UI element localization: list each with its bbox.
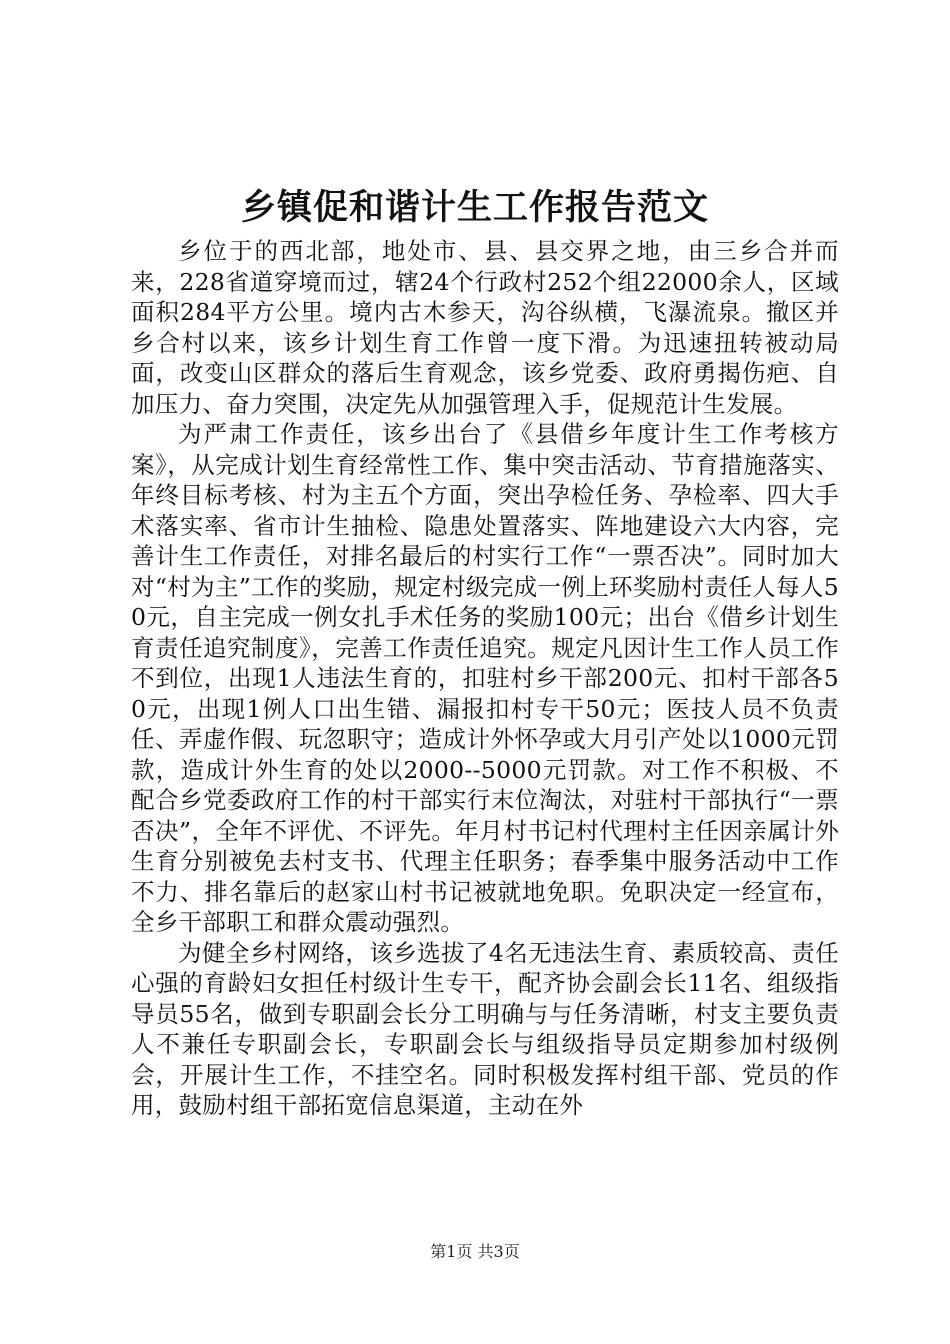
- page-number-footer: 第1页 共3页: [430, 1242, 520, 1261]
- document-body: [131, 236, 839, 1121]
- paragraph-3: 为健全乡村网络，该乡选拔了4名无违法生育、素质较高、责任心强的育龄妇女担任村级计生专干，配齐协会副会长11名、组级指导员55名，做到专职副会长分工明确与与任务清晰，村支主要负责人不兼任专职副会长，专职副会长与组级指导员定期参加村级例会，开展计生工作，不挂空名。同时积极发挥村组干部、党员的作用，鼓励村组干部拓宽信息渠道，主动在外: [131, 938, 839, 1119]
- paragraph-2: 为严肃工作责任，该乡出台了《县借乡年度计生工作考核方案》，从完成计划生育经常性工作、集中突击活动、节育措施落实、年终目标考核、村为主五个方面，突出孕检任务、孕检率、四大手术落实率、省市计生抽检、隐患处置落实、阵地建设六大内容，完善计生工作责任，对排名最后的村实行工作“一票否决”。同时加大对“村为主”工作的奖励，规定村级完成一例上环奖励村责任人每人50元，自主完成一例女扎手术任务的奖励100元；出台《借乡计划生育责任追究制度》，完善工作责任追究。规定凡因计生工作人员工作不到位，出现1人违法生育的，扣驻村乡干部200元、扣村干部各50元，出现1例人口出生错、漏报扣村专干50元；医技人员不负责任、弄虚作假、玩忽职守；造成计外怀孕或大月引产处以1000元罚款，造成计外生育的处以2000--5000元罚款。对工作不积极、不配合乡党委政府工作的村干部实行末位淘汰，对驻村干部执行“一票否决”，全年不评优、不评先。年月村书记村代理村主任因亲属计外生育分别被免去村支书、代理主任职务；春季集中服务活动中工作不力、排名靠后的赵家山村书记被就地免职。免职决定一经宣布，全乡干部职工和群众震动强烈。: [131, 420, 839, 936]
- paragraph-1: 乡位于的西北部，地处市、县、县交界之地，由三乡合并而来，228省道穿境而过，辖24个行政村252个组22000余人，区域面积284平方公里。境内古木参天，沟谷纵横，飞瀑流泉。撤区并乡合村以来，该乡计划生育工作曾一度下滑。为迅速扭转被动局面，改变山区群众的落后生育观念，该乡党委、政府勇揭伤疤、自加压力、奋力突围，决定先从加强管理入手，促规范计生发展。: [131, 237, 839, 418]
- document-title: 乡镇促和谐计生工作报告范文: [240, 187, 709, 228]
